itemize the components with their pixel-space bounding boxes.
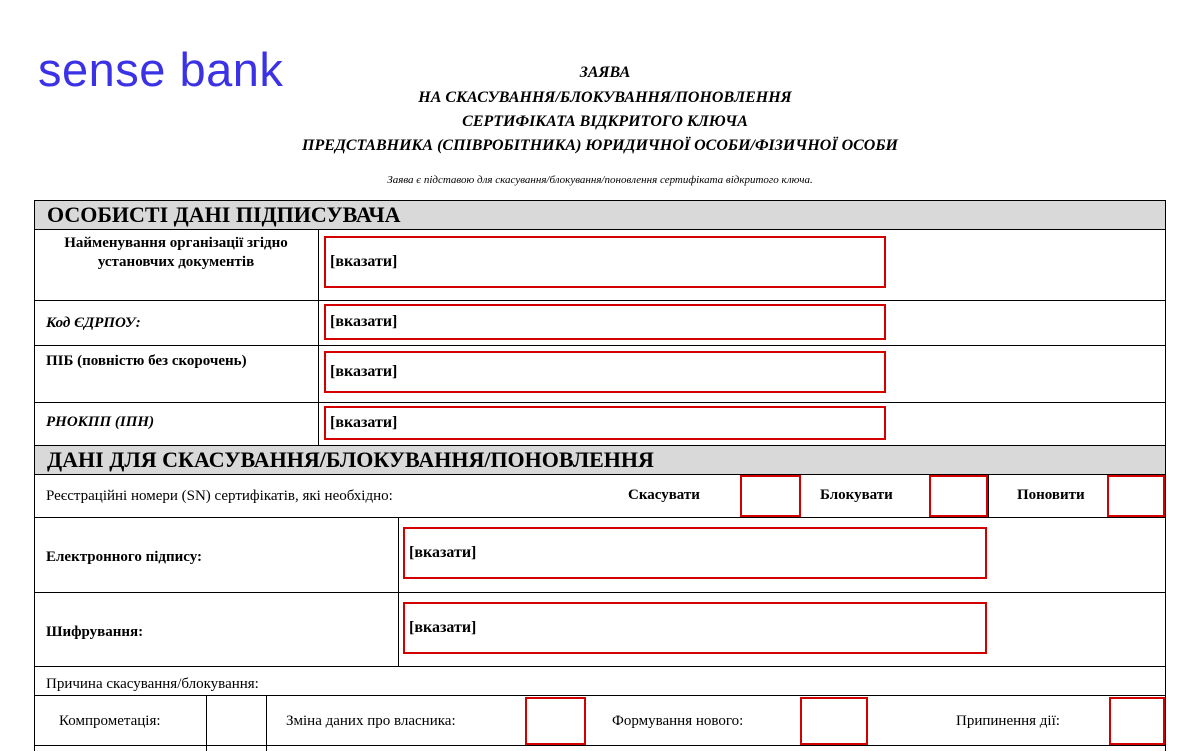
title-line-1: ЗАЯВА bbox=[579, 64, 631, 81]
renew-option-label: Поновити bbox=[1017, 487, 1085, 503]
cancel-option-label: Скасувати bbox=[628, 487, 700, 503]
frame-right bbox=[1165, 200, 1166, 751]
renew-checkbox[interactable] bbox=[1107, 475, 1165, 517]
edrpou-label: Код ЄДРПОУ: bbox=[46, 315, 141, 331]
block-checkbox[interactable] bbox=[929, 475, 988, 517]
rnokpp-field[interactable]: [вказати] bbox=[324, 406, 886, 440]
org-name-field[interactable]: [вказати] bbox=[324, 236, 886, 288]
encryption-label: Шифрування: bbox=[46, 624, 144, 640]
pib-label: ПІБ (повністю без скорочень) bbox=[46, 353, 247, 369]
column-divider bbox=[206, 695, 207, 751]
reason-termination-label: Припинення дії: bbox=[956, 713, 1060, 729]
esign-label: Електронного підпису: bbox=[46, 549, 203, 565]
title-line-3: СЕРТИФІКАТА ВІДКРИТОГО КЛЮЧА bbox=[462, 113, 748, 130]
row-divider bbox=[34, 592, 1166, 593]
subtitle: Заява є підставою для скасування/блокування/поновлення сертифіката відкритого ключа. bbox=[387, 174, 813, 186]
title-line-2: НА СКАСУВАННЯ/БЛОКУВАННЯ/ПОНОВЛЕННЯ bbox=[418, 89, 792, 106]
column-divider bbox=[266, 695, 267, 751]
block-option-label: Блокувати bbox=[820, 487, 893, 503]
reason-compromise-label: Компрометація: bbox=[59, 713, 161, 729]
rnokpp-label: РНОКПП (ІПН) bbox=[46, 414, 155, 430]
org-name-label: Найменування організації згідно установчих документів bbox=[64, 235, 288, 270]
sn-label: Реєстраційні номери (SN) сертифікатів, які необхідно: bbox=[46, 488, 393, 504]
title-line-4: ПРЕДСТАВНИКА (СПІВРОБІТНИКА) ЮРИДИЧНОЇ ОСОБИ/ФІЗИЧНОЇ ОСОБИ bbox=[302, 137, 898, 154]
row-divider bbox=[34, 300, 1166, 301]
new-generation-checkbox[interactable] bbox=[800, 697, 868, 745]
section-cancel-data: ДАНІ ДЛЯ СКАСУВАННЯ/БЛОКУВАННЯ/ПОНОВЛЕННЯ bbox=[34, 445, 1166, 475]
row-divider bbox=[34, 745, 1166, 746]
esign-field[interactable]: [вказати] bbox=[403, 527, 987, 579]
column-divider bbox=[988, 475, 989, 517]
edrpou-field[interactable]: [вказати] bbox=[324, 304, 886, 340]
row-divider bbox=[34, 345, 1166, 346]
owner-change-checkbox[interactable] bbox=[525, 697, 586, 745]
row-divider bbox=[34, 517, 1166, 518]
reason-new-generation-label: Формування нового: bbox=[612, 713, 744, 729]
section-personal-data: ОСОБИСТІ ДАНІ ПІДПИСУВАЧА bbox=[34, 200, 1166, 230]
frame-left bbox=[34, 200, 35, 751]
row-divider bbox=[34, 695, 1166, 696]
column-divider bbox=[318, 230, 319, 445]
row-divider bbox=[34, 666, 1166, 667]
reason-label: Причина скасування/блокування: bbox=[46, 676, 259, 692]
termination-checkbox[interactable] bbox=[1109, 697, 1165, 745]
encryption-field[interactable]: [вказати] bbox=[403, 602, 987, 654]
cancel-checkbox[interactable] bbox=[740, 475, 801, 517]
row-divider bbox=[34, 402, 1166, 403]
reason-owner-change-label: Зміна даних про власника: bbox=[286, 713, 456, 729]
bank-logo: sense bank bbox=[38, 43, 284, 96]
pib-field[interactable]: [вказати] bbox=[324, 351, 886, 393]
